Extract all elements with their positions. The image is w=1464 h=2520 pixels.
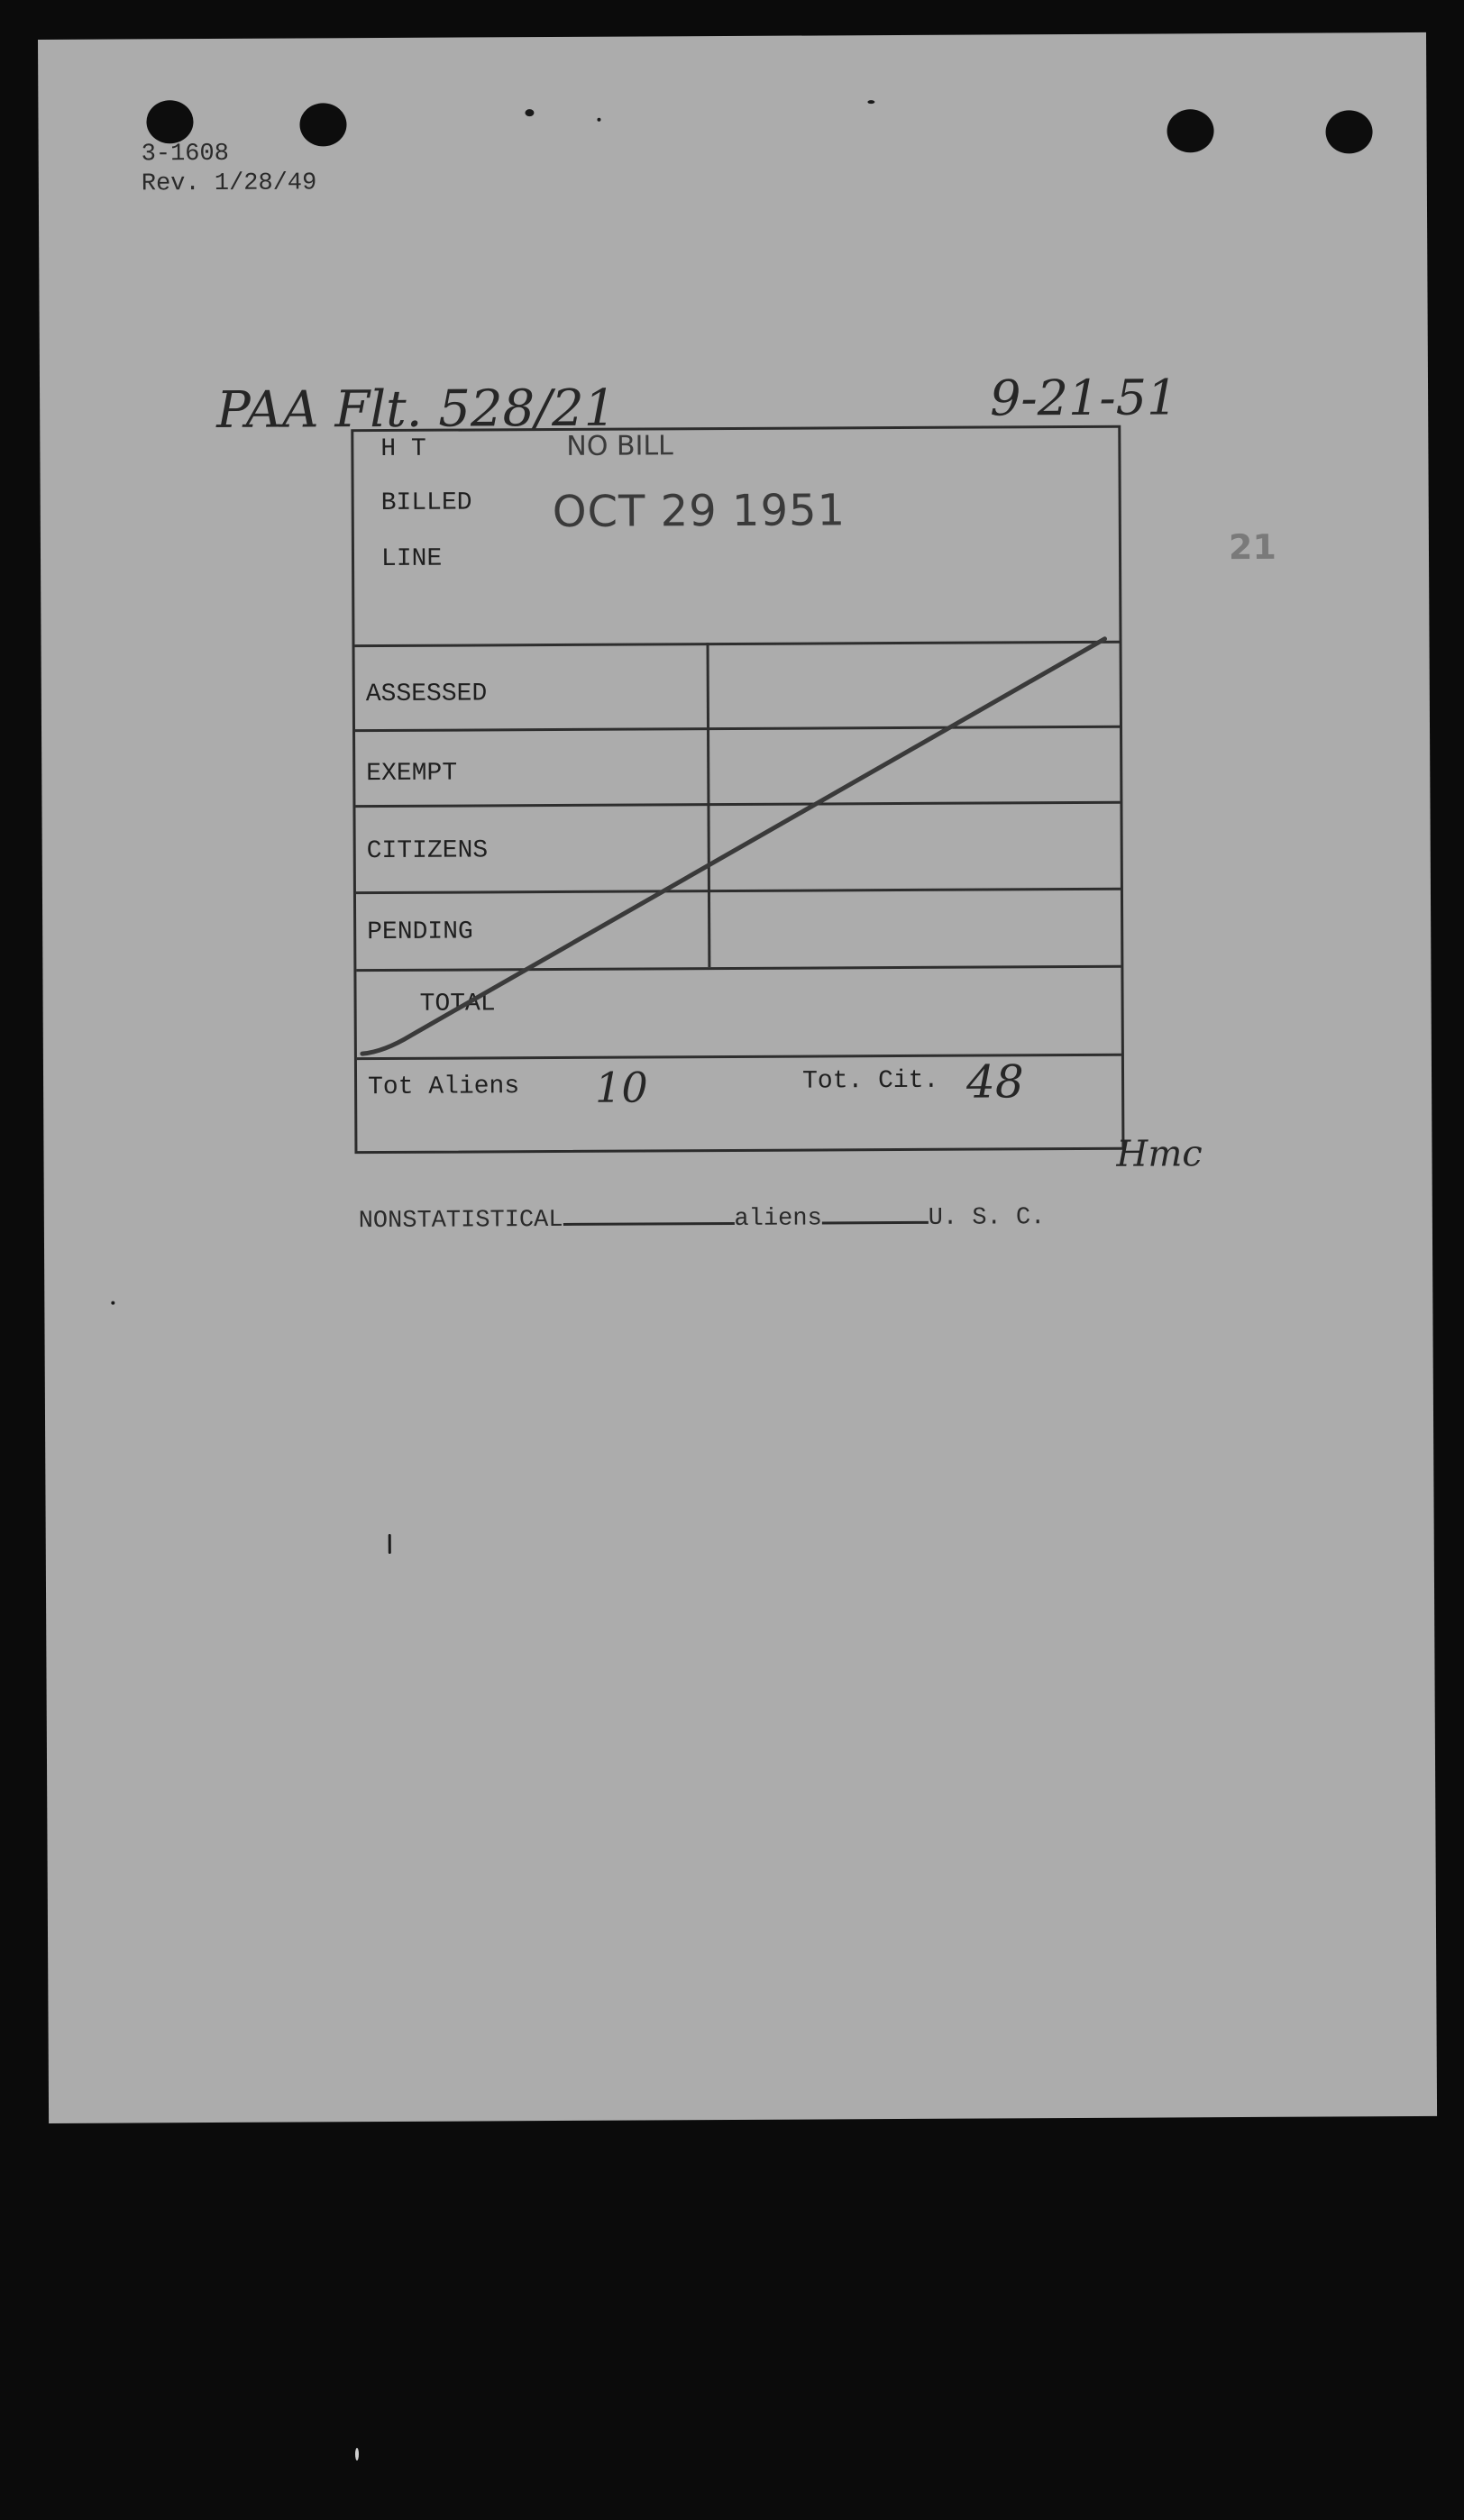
punch-hole-right-1 — [1167, 109, 1213, 152]
handwritten-date: 9-21-51 — [989, 369, 1178, 427]
handwritten-flight: PAA Flt. 528/21 — [215, 379, 617, 440]
nonstatistical-line — [300, 1172, 1046, 1262]
date-stamp: OCT 29 1951 — [552, 485, 846, 538]
blank-field-1 — [563, 1201, 734, 1226]
document-page — [38, 32, 1437, 2123]
ink-speck — [111, 1301, 114, 1305]
row-exempt: EXEMPT — [366, 759, 458, 789]
tot-aliens-label: Tot Aliens — [368, 1073, 520, 1102]
punch-hole-right-2 — [1325, 110, 1372, 153]
blank-field-2 — [822, 1200, 929, 1225]
ink-speck — [355, 2448, 359, 2461]
aliens-label: aliens — [734, 1205, 822, 1233]
label-billed: BILLED — [380, 488, 472, 518]
form-number: 3-1608 — [141, 140, 229, 169]
ink-speck — [597, 118, 600, 122]
label-line: LINE — [380, 544, 443, 574]
row-assessed: ASSESSED — [365, 680, 488, 709]
label-ht: H T — [380, 434, 426, 464]
page-number: 21 — [1228, 526, 1276, 568]
tot-aliens-value: 10 — [594, 1063, 648, 1112]
punch-hole-left-1 — [146, 100, 193, 143]
tot-cit-value: 48 — [965, 1055, 1024, 1109]
form-revision: Rev. 1/28/49 — [141, 169, 317, 198]
handwritten-initials: Hmc — [1116, 1133, 1203, 1175]
punch-hole-left-2 — [299, 103, 346, 146]
void-slash — [353, 428, 1121, 1151]
row-total: TOTAL — [419, 990, 496, 1018]
nonstatistical-label: NONSTATISTICAL — [358, 1206, 563, 1236]
tally-box — [351, 425, 1124, 1154]
ink-speck — [867, 100, 874, 104]
no-bill-stamp: NO BILL — [566, 430, 673, 462]
row-pending: PENDING — [367, 918, 473, 947]
row-citizens: CITIZENS — [366, 836, 489, 866]
tot-cit-label: Tot. Cit. — [801, 1066, 939, 1096]
usc-label: U. S. C. — [928, 1204, 1046, 1232]
ink-speck — [525, 109, 534, 116]
ink-speck — [389, 1534, 391, 1554]
